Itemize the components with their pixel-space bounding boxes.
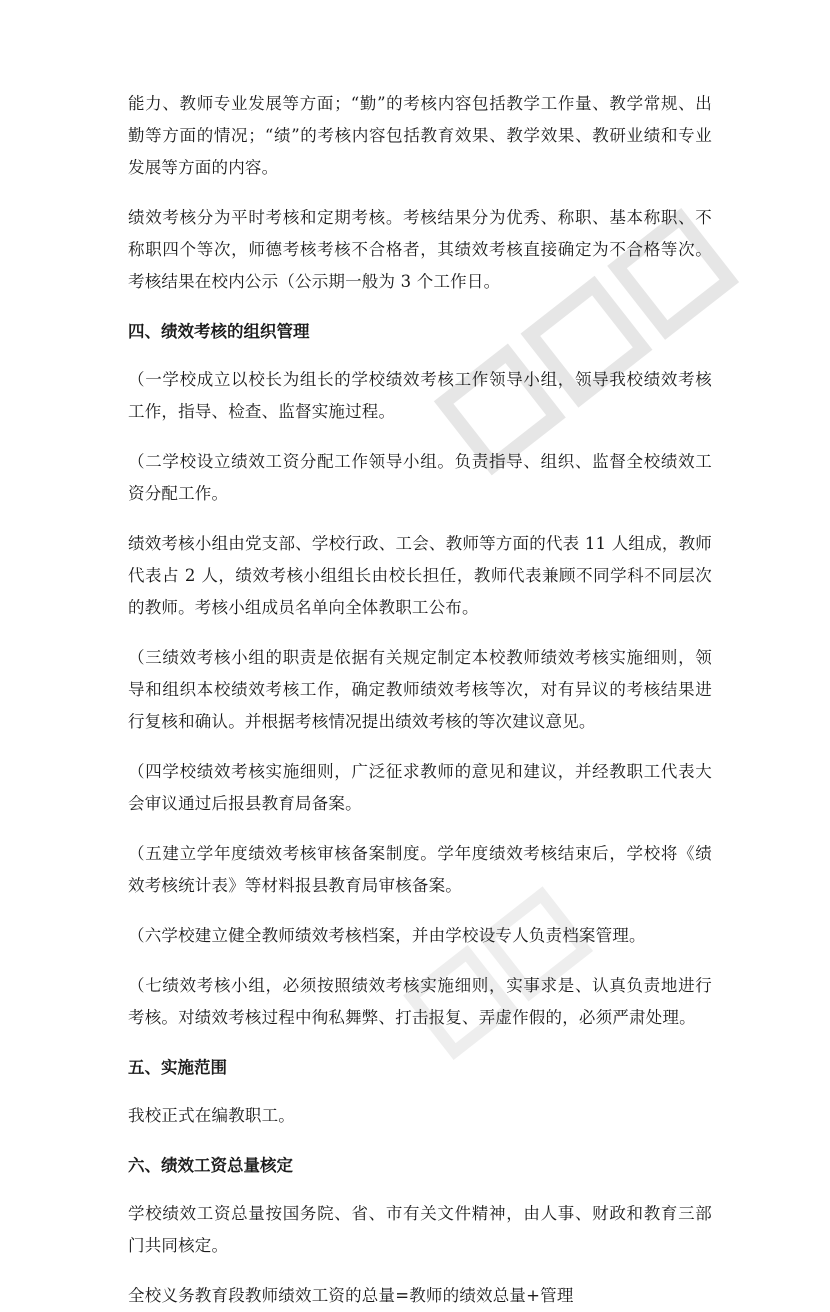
paragraph-total-approval: 学校绩效工资总量按国务院、省、市有关文件精神，由人事、财政和教育三部门共同核定。 [128, 1204, 712, 1255]
paragraph-assessment-levels: 绩效考核分为平时考核和定期考核。考核结果分为优秀、称职、基本称职、不称职四个等次，师德考核考核不合格者，其绩效考核直接确定为不合格等次。考核结果在校内公示（公示期一般为 3 个工作日。 [128, 208, 712, 291]
section-heading-6: 六、绩效工资总量核定 [128, 1156, 293, 1175]
paragraph-committee: 绩效考核小组由党支部、学校行政、工会、教师等方面的代表 11 人组成，教师代表占 2 人，绩效考核小组组长由校长担任，教师代表兼顾不同学科不同层次的教师。考核小组成员名单向全体教职工公布。 [128, 534, 712, 617]
paragraph-item-1: （一学校成立以校长为组长的学校绩效考核工作领导小组，领导我校绩效考核工作，指导、检查、监督实施过程。 [128, 370, 712, 421]
paragraph-assessment-content: 能力、教师专业发展等方面；“勤”的考核内容包括教学工作量、教学常规、出勤等方面的情况；“绩”的考核内容包括教育效果、教学效果、教研业绩和专业发展等方面的内容。 [128, 94, 712, 177]
section-heading-5: 五、实施范围 [128, 1058, 227, 1077]
paragraph-item-5: （五建立学年度绩效考核审核备案制度。学年度绩效考核结束后，学校将《绩效考核统计表》等材料报县教育局审核备案。 [128, 844, 712, 895]
paragraph-formula: 全校义务教育段教师绩效工资的总量=教师的绩效总量+管理 [128, 1286, 574, 1305]
paragraph-item-4: （四学校绩效考核实施细则，广泛征求教师的意见和建议，并经教职工代表大会审议通过后报县教育局备案。 [128, 762, 712, 813]
paragraph-scope: 我校正式在编教职工。 [128, 1106, 295, 1125]
paragraph-item-7: （七绩效考核小组，必须按照绩效考核实施细则，实事求是、认真负责地进行考核。对绩效考核过程中徇私舞弊、打击报复、弄虚作假的，必须严肃处理。 [128, 976, 712, 1027]
paragraph-item-3: （三绩效考核小组的职责是依据有关规定制定本校教师绩效考核实施细则，领导和组织本校绩效考核工作，确定教师绩效考核等次，对有异议的考核结果进行复核和确认。并根据考核情况提出绩效考核的等次建议意见。 [128, 648, 712, 731]
paragraph-item-2: （二学校设立绩效工资分配工作领导小组。负责指导、组织、监督全校绩效工资分配工作。 [128, 452, 712, 503]
paragraph-item-6: （六学校建立健全教师绩效考核档案，并由学校设专人负责档案管理。 [128, 926, 646, 945]
section-heading-4: 四、绩效考核的组织管理 [128, 322, 310, 341]
